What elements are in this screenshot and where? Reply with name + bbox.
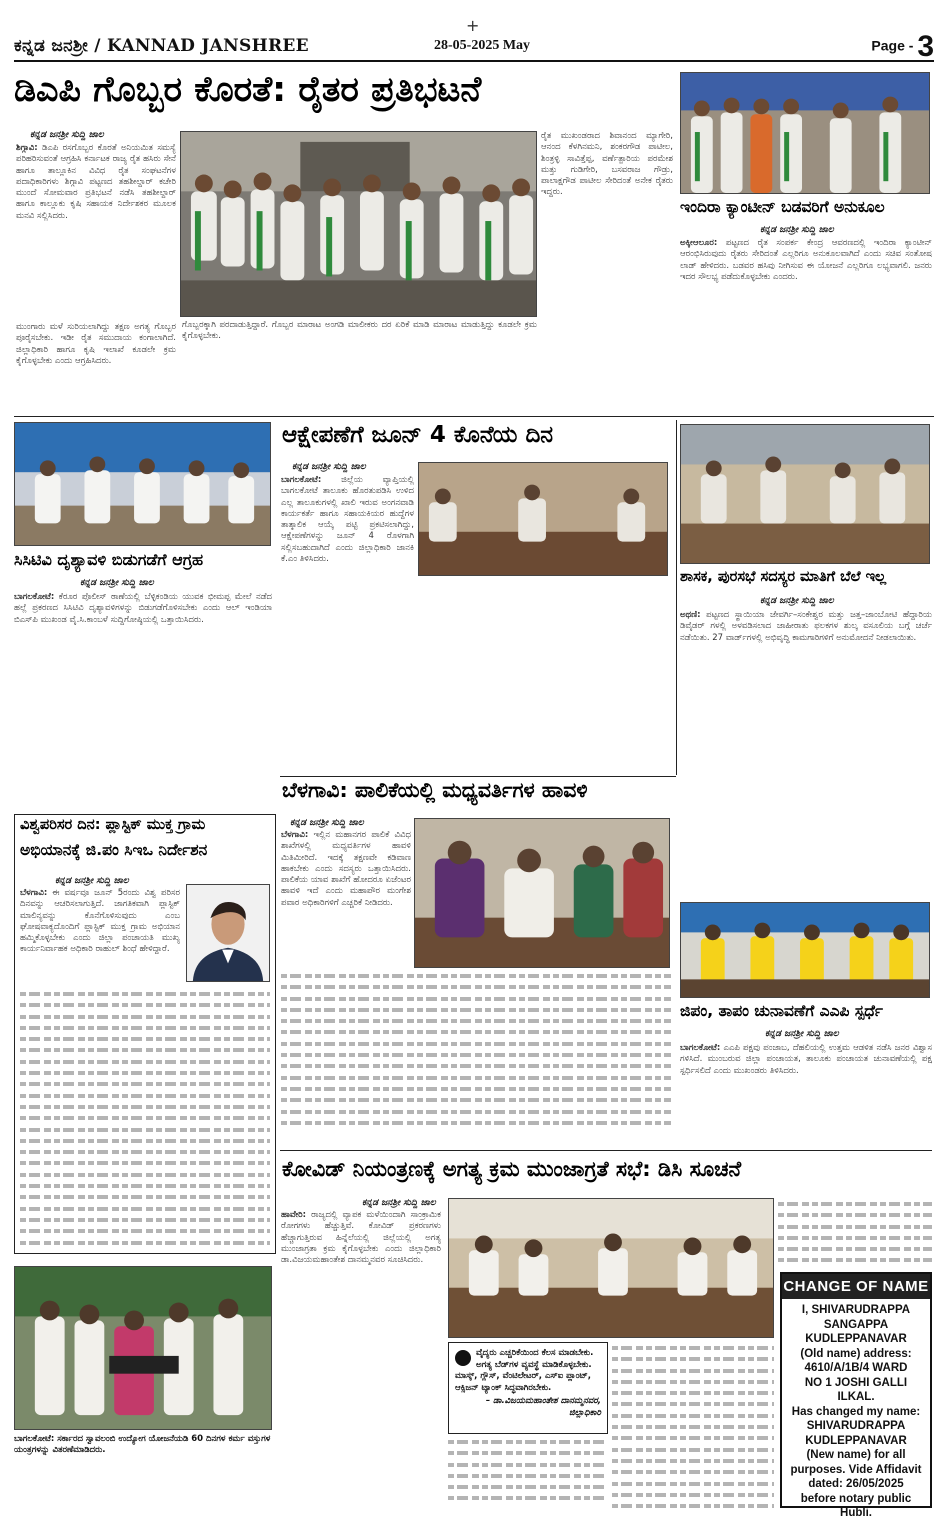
page-label: Page - [871, 37, 914, 54]
photo-dc-meeting [418, 462, 668, 576]
dateline-mla: ಅಥಣಿ: [680, 610, 701, 620]
quote-signature: – ಡಾ.ವಿಜಯಮಹಾಂತೇಶ ದಾನಮ್ಮನವರ, ಜಿಲ್ಲಾಧಿಕಾರಿ [485, 1396, 601, 1418]
dateline-environment: ಬೆಳಗಾವಿ: [20, 888, 48, 898]
byline-environment: ಕನ್ನಡ ಜನಶ್ರೀ ಸುದ್ದಿ ಜಾಲ [55, 876, 129, 886]
notice-line: 4610/A/1B/4 WARD [804, 1362, 908, 1374]
article-belagavi-continued [281, 970, 671, 1145]
notice-line: before notary public Hubli. [800, 1492, 912, 1518]
dateline-dap: ಶಿಗ್ಗಾವಿ: [16, 143, 38, 153]
dateline-covid: ಹಾವೇರಿ: [281, 1210, 307, 1220]
article-covid-col3 [612, 1342, 774, 1512]
masthead [14, 30, 934, 63]
notice-line: (New name) for all [806, 1449, 906, 1461]
column-divider [676, 420, 677, 775]
photo-ceo-portrait [186, 884, 270, 982]
headline-cctv: ಸಿಸಿಟಿವಿ ದೃಶ್ಯಾವಳಿ ಬಿಡುಗಡೆಗೆ ಆಗ್ರಹ [14, 552, 204, 569]
article-environment-continued [20, 988, 270, 1250]
notice-body [782, 1299, 930, 1518]
headline-aap: ಜಿಪಂ, ತಾಪಂ ಚುನಾವಣೆಗೆ ಎಎಪಿ ಸ್ಪರ್ಧೆ [680, 1003, 883, 1020]
headline-mla: ಶಾಸಕ, ಪುರಸಭೆ ಸದಸ್ಯರ ಮಾತಿಗೆ ಬೆಲೆ ಇಲ್ಲ [680, 570, 887, 585]
article-aap-text: ಎಎಪಿ ಪಕ್ಷವು ಪಂಜಾಬ, ದೆಹಲಿಯಲ್ಲಿ ಉತ್ತಮ ಆಡಳಿತ ನಡೆಸಿ ಜನರ ವಿಶ್ವಾಸ ಗಳಿಸಿದೆ. ಮುಂಬರುವ ಜಿಲ್ಲಾ ಪಂಚಾಯತ, ತಾಲೂಕು ಪಂಚಾಯತ ಚುನಾವಣೆಯಲ್ಲಿ ಪಕ್ಷ ಸ್ಪರ್ಧಿಸಲಿದೆ ಎಂದು ಮುಖಂಡರು ತಿಳಿಸಿದರು. [680, 1043, 932, 1076]
section-divider [280, 1150, 932, 1151]
notice-title: CHANGE OF NAME [782, 1274, 930, 1299]
article-covid-col2 [448, 1436, 608, 1512]
headline-covid: ಕೋವಿಡ್ ನಿಯಂತ್ರಣಕ್ಕೆ ಅಗತ್ಯ ಕ್ರಮ ಮುಂಜಾಗ್ರತೆ ಸಭೆ: ಡಿಸಿ ಸೂಚನೆ [282, 1158, 742, 1181]
byline-mla: ಕನ್ನಡ ಜನಶ್ರೀ ಸುದ್ದಿ ಜಾಲ [760, 596, 834, 606]
dateline-aap: ಬಾಗಲಕೋಟೆ: [680, 1043, 721, 1053]
photo-press-meet [14, 422, 271, 546]
photo-aap-press [680, 902, 930, 998]
notice-line: KUDLEPPANAVAR [805, 1333, 907, 1345]
article-dap-col3: ರೈತ ಮುಖಂಡರಾದ ಶಿವಾನಂದ ಮ್ಯಾಗೇರಿ, ಆನಂದ ಕೆಳಗಿನಮನಿ, ಶಂಕರಗೌಡ ಪಾಟೀಲ, ಶಿಂತ್ರಳ್ಳಿ ಸಾವಿತ್ತೆಪ್ಪ, ವರ್ಣೆತ್ಪಾರಿಯ ಪರಮೇಶ ಮತ್ತು ಗುಡಿಗೇರಿ, ಬಸವರಾಜ ಗೌಡ್ರು, ಪಾಲಾಕ್ಷಗೌಡ ಪಾಟೀಲ ಸೇರಿದಂತೆ ಅನೇಕ ರೈತರು ಇದ್ದರು. [541, 131, 673, 198]
dateline-cctv: ಬಾಗಲಕೋಟೆ: [14, 592, 55, 602]
article-environment [20, 888, 180, 986]
dateline-indira: ಅಕ್ಕೀಆಲೂರ: [680, 238, 718, 248]
article-cctv [14, 592, 272, 804]
quote-icon [455, 1350, 471, 1366]
photo-corporation-meeting [414, 818, 670, 968]
notice-line: (Old name) address: [800, 1347, 912, 1360]
article-dap-lead [16, 143, 176, 321]
article-covid-text: ರಾಜ್ಯದಲ್ಲಿ ವ್ಯಾಪಕ ಮಳೆಯಿಂದಾಗಿ ಸಾಂಕ್ರಾಮಿಕ ರೋಗಗಳು ಹೆಚ್ಚುತ್ತಿವೆ. ಕೋವಿಡ್ ಪ್ರಕರಣಗಳು ಹೆಚ್ಚಾಗುತ್ತಿರುವ ಹಿನ್ನೆಲೆಯಲ್ಲಿ ಜಿಲ್ಲೆಯಲ್ಲಿ ಅಗತ್ಯ ಮುಂಜಾಗ್ರತಾ ಕ್ರಮ ಕೈಗೊಳ್ಳಬೇಕು ಎಂದು ಜಿಲ್ಲಾಧಿಕಾರಿ ಡಾ.ವಿಜಯಮಹಾಂತೇಶ ದಾನಮ್ಮನವರ ಸೂಚಿಸಿದರು. [281, 1210, 441, 1266]
article-dap-lead-text: ಡಿಎಪಿ ರಸಗೊಬ್ಬರ ಕೊರತೆ ಅನಿಯಮಿತ ಸಮಸ್ಯೆ ಪರಿಹರಿಸುವಂತೆ ಆಗ್ರಹಿಸಿ ಕರ್ನಾಟಕ ರಾಜ್ಯ ರೈತ ಹಸಿರು ಸೇನೆ ಹಾಗೂ ತಾಲ್ಲೂಕಿನ ವಿವಿಧ ರೈತ ಸಂಘಟನೆಗಳ ಪದಾಧಿಕಾರಿಗಳು ಶಿಗ್ಗಾವಿ ಪಟ್ಟಣದ ತಹಶೀಲ್ದಾರ್ ಕಚೇರಿ ಮುಂದೆ ಸೋಮವಾರ ಪ್ರತಿಭಟನೆ ನಡೆಸಿ ತಹಶೀಲ್ದಾರ್ ಹಾಗೂ ಕಾಲ್ಲೂಕು ಕೃಷಿ ಸಹಾಯಕ ನಿರ್ದೇಶಕರ ಮೂಲಕ ಮನವಿ ಸಲ್ಲಿಸಿದರು. [16, 143, 176, 221]
headline-dap: ಡಿಎಪಿ ಗೊಬ್ಬರ ಕೊರತೆ: ರೈತರ ಪ್ರತಿಭಟನೆ [14, 72, 482, 110]
photo-council-meeting [680, 424, 930, 564]
newspaper-brand: ಕನ್ನಡ ಜನಶ್ರೀ / KANNAD JANSHREE [14, 36, 309, 56]
photo-caption-bagalkot: ಬಾಗಲಕೋಟೆ: ಸರ್ಕಾರದ ಸ್ವಾವಲಂಬಿ ಉದ್ಯೋಗ ಯೋಜನೆಯಡಿ 60 ದಿನಗಳ ಕರ್ಮ ವಸ್ತುಗಳ ಯಂತ್ರಗಳನ್ನು ವಿತರಣೆಮಾಡಿದರು. [14, 1434, 271, 1455]
photo-equipment-distribution [14, 1266, 272, 1430]
article-indira-text: ಪಟ್ಟಣದ ರೈತ ಸಂಪರ್ಕ ಕೇಂದ್ರ ಆವರಣದಲ್ಲಿ ಇಂದಿರಾ ಕ್ಯಾಂಟೀನ್ ಆರಂಭಿಸಿರುವುದು ರೈತರು ಸೇರಿದಂತೆ ಎಲ್ಲರಿಗೂ ಅನುಕೂಲವಾಗಿದೆ ಎಂದು ಸಚಿವ ಸಂತೋಷ ಲಾಡ್ ಹೇಳಿದರು. ಬಡವರ ಹಸಿವು ನೀಗಿಸುವ ಈ ಯೋಜನೆ ಎಲ್ಲರಿಗೂ ಲಭ್ಯವಾಗಲಿ. ಜನರು ಇದರ ಸೌಲಭ್ಯ ಪಡೆದುಕೊಳ್ಳಬೇಕು ಎಂದರು. [680, 238, 932, 282]
article-dap-col2: ಮುಂಗಾರು ಮಳೆ ಸುರಿಯಲಾಗಿದ್ದು ತಕ್ಷಣ ಅಗತ್ಯ ಗೊಬ್ಬರ ಪೂರೈಸಬೇಕು. ಇಡೀ ರೈತ ಸಮುದಾಯ ಕಂಗಾಲಾಗಿದೆ. ಜಿಲ್ಲಾಧಿಕಾರಿ ಹಾಗೂ ಕೃಷಿ ಇಲಾಖೆ ಕೂಡಲೇ ಕ್ರಮ ಕೈಗೊಳ್ಳಬೇಕು ಎಂದು ಆಗ್ರಹಿಸಿದರು. [16, 322, 176, 366]
crop-mark: + [466, 16, 480, 35]
byline-aap: ಕನ್ನಡ ಜನಶ್ರೀ ಸುದ್ದಿ ಜಾಲ [765, 1029, 839, 1039]
dateline-belagavi: ಬೆಳಗಾವಿ: [281, 830, 309, 840]
notice-line: NO 1 JOSHI GALLI ILKAL. [804, 1376, 908, 1403]
quote-text: ವೈದ್ಯರು ಎಚ್ಚರಿಕೆಯಿಂದ ಕೆಲಸ ಮಾಡಬೇಕು. ಅಗತ್ಯ ಬೆಡ್‌ಗಳ ವ್ಯವಸ್ಥೆ ಮಾಡಿಕೊಳ್ಳಬೇಕು. ಮಾಸ್ಕ್, ಗ್ಲೌಸ್, ವೆಂಟಿಲೇಟರ್, ಎಸ್‌ಐ ಪ್ಲಾಂಟ್, ಆಕ್ಸಿಜನ್ ಟ್ಯಾಂಕ್ ಸಿದ್ಧವಾಗಿರಬೇಕು. [455, 1348, 594, 1393]
section-divider [280, 776, 676, 777]
notice-line: purposes. Vide Affidavit [790, 1463, 922, 1476]
byline-indira: ಕನ್ನಡ ಜನಶ್ರೀ ಸುದ್ದಿ ಜಾಲ [760, 225, 834, 235]
issue-date: 28-05-2025 May [434, 38, 531, 53]
headline-indira: ಇಂದಿರಾ ಕ್ಯಾಂಟೀನ್ ಬಡವರಿಗೆ ಅನುಕೂಲ [680, 199, 885, 216]
notice-line: KUDLEPPANAVAR [805, 1434, 907, 1447]
headline-objection: ಆಕ್ಷೇಪಣೆಗೆ ಜೂನ್ 4 ಕೊನೆಯ ದಿನ [282, 423, 554, 448]
photo-indira-canteen [680, 72, 930, 194]
notice-line: SHIVARUDRAPPA [806, 1420, 906, 1432]
notice-line: SANGAPPA [823, 1318, 889, 1331]
byline-cctv: ಕನ್ನಡ ಜನಶ್ರೀ ಸುದ್ದಿ ಜಾಲ [80, 578, 154, 588]
notice-change-of-name [780, 1272, 932, 1518]
article-environment-text: ಈ ವರ್ಷವೂ ಜೂನ್ 5ರಂದು ವಿಶ್ವ ಪರಿಸರ ದಿನವನ್ನು ಆಚರಿಸಲಾಗುತ್ತಿದೆ. ಜಾಗತಿಕವಾಗಿ ಪ್ಲಾಸ್ಟಿಕ್ ಮಾಲಿನ್ಯವನ್ನು ಕೊನೆಗೊಳಿಸುವುದು ಎಂಬ ಘೋಷವಾಕ್ಯದೊಂದಿಗೆ ಪ್ಲಾಸ್ಟಿಕ್ ಮುಕ್ತ ಗ್ರಾಮ ಅಭಿಯಾನ ಹಮ್ಮಿಕೊಳ್ಳಬೇಕು ಎಂದು ಜಿಲ್ಲಾ ಪಂಚಾಯತಿ ಮುಖ್ಯ ಕಾರ್ಯನಿರ್ವಾಹಕ ಅಧಿಕಾರಿ ರಾಹುಲ್ ಶಿಂಧೆ ಹೇಳಿದ್ದಾರೆ. [20, 888, 180, 955]
dateline-objection: ಬಾಗಲಕೋಟೆ: [281, 475, 322, 485]
article-indira [680, 238, 932, 414]
photo-covid-meeting [448, 1198, 774, 1338]
article-covid-col4 [778, 1198, 932, 1268]
headline-belagavi: ಬೆಳಗಾವಿ: ಪಾಲಿಕೆಯಲ್ಲಿ ಮಧ್ಯವರ್ತಿಗಳ ಹಾವಳಿ [282, 780, 588, 802]
headline-environment-2: ಅಭಿಯಾನಕ್ಕೆ ಜಿ.ಪಂ ಸಿಇಒ ನಿರ್ದೇಶನ [20, 842, 208, 859]
notice-line: Has changed my name: [791, 1405, 921, 1418]
byline-dap: ಕನ್ನಡ ಜನಶ್ರೀ ಸುದ್ದಿ ಜಾಲ [30, 130, 104, 140]
article-objection-text: ಜಿಲ್ಲೆಯ ವ್ಯಾಪ್ತಿಯಲ್ಲಿ ಬಾಗಲಕೋಟೆ ತಾಲೂಕು ಹೊರತುಪಡಿಸಿ ಉಳಿದ ಎಲ್ಲ ತಾಲೂಕುಗಳಲ್ಲಿ ಖಾಲಿ ಇರುವ ಅಂಗನವಾಡಿ ಕಾರ್ಯಕರ್ತೆ ಹಾಗೂ ಸಹಾಯಕಿಯರ ಹುದ್ದೆಗಳ ತಾತ್ಕಾಲಿಕ ಆಯ್ಕೆ ಪಟ್ಟಿ ಪ್ರಕಟಿಸಲಾಗಿದ್ದು, ಆಕ್ಷೇಪಣೆಗಳನ್ನು ಜೂನ್ 4 ರೊಳಗಾಗಿ ಸಲ್ಲಿಸಬಹುದಾಗಿದೆ ಎಂದು ಜಿಲ್ಲಾಧಿಕಾರಿ ಜಾನಕಿ ಕೆ.ಎಂ ತಿಳಿಸಿದರು. [281, 475, 414, 565]
byline-belagavi: ಕನ್ನಡ ಜನಶ್ರೀ ಸುದ್ದಿ ಜಾಲ [290, 818, 364, 828]
article-aap [680, 1043, 932, 1145]
photo-caption-dap: ಗೊಬ್ಬರಕ್ಕಾಗಿ ಪರದಾಡುತ್ತಿದ್ದಾರೆ. ಗೊಬ್ಬರ ಮಾರಾಟ ಅಂಗಡಿ ಮಾಲೀಕರು ದರ ಏರಿಕೆ ಮಾಡಿ ಮಾರಾಟ ಮಾಡುತ್ತಿದ್ದು ಕೂಡಲೇ ಕ್ರಮ ಕೈಗೊಳ್ಳಬೇಕು. [182, 320, 537, 342]
page-number-value: 3 [917, 30, 934, 63]
photo-farmers-protest [180, 131, 537, 317]
notice-line: dated: 26/05/2025 [808, 1478, 904, 1490]
article-belagavi-text: ಇಲ್ಲಿನ ಮಹಾನಗರ ಪಾಲಿಕೆ ವಿವಿಧ ಶಾಖೆಗಳಲ್ಲಿ ಮಧ್ಯವರ್ತಿಗಳ ಹಾವಳಿ ಮಿತಿಮೀರಿದೆ. ಇದಕ್ಕೆ ತಕ್ಷಣವೇ ಕಡಿವಾಣ ಹಾಕಬೇಕು ಎಂದು ಸದಸ್ಯರು ಒತ್ತಾಯಿಸಿದರು. ಪಾಲಿಕೆಯ ಯಾವ ಶಾಖೆಗೆ ಹೋದರೂ ಏಜೆಂಟರ ಹಾವಳಿ ಇದೆ ಎಂದು ಮಹಾಪೌರ ಮಂಗೇಶ ಪವಾರ ಅಧಿಕಾರಿಗಳಿಗೆ ಎಚ್ಚರಿಕೆ ನೀಡಿದರು. [281, 830, 411, 908]
byline-covid: ಕನ್ನಡ ಜನಶ್ರೀ ಸುದ್ದಿ ಜಾಲ [362, 1198, 436, 1208]
article-cctv-text: ಕೆರೂರ ಪೊಲೀಸ್ ಠಾಣೆಯಲ್ಲಿ ಬೆಳ್ಳಿಕಂಡಿಯ ಯುವಕ ಭೀಮಪ್ಪ ಮೇಲೆ ನಡೆದ ಹಲ್ಲೆ ಪ್ರಕರಣದ ಸಿಸಿಟಿವಿ ದೃಶ್ಯಾವಳಿಗಳನ್ನು ಬಿಡುಗಡೆಗೊಳಿಸಬೇಕು ಎಂದು ಆಲ್ ಇಂಡಿಯಾ ಬಿಎಸ್‌ಪಿ ಮುಖಂಡ ವೈ.ಸಿ.ಕಾಂಬಳೆ ಸುದ್ದಿಗೋಷ್ಠಿಯಲ್ಲಿ ಒತ್ತಾಯಿಸಿದರು. [14, 592, 272, 625]
page-number [871, 30, 934, 64]
quote-box-dc [448, 1342, 608, 1434]
section-divider [14, 416, 934, 417]
article-covid [281, 1210, 441, 1510]
article-objection [281, 475, 414, 775]
notice-line: I, SHIVARUDRAPPA [801, 1304, 911, 1316]
article-mla [680, 610, 932, 895]
byline-objection: ಕನ್ನಡ ಜನಶ್ರೀ ಸುದ್ದಿ ಜಾಲ [292, 462, 366, 472]
headline-environment-1: ವಿಶ್ವಪರಿಸರ ದಿನ: ಪ್ಲಾಸ್ಟಿಕ್ ಮುಕ್ತ ಗ್ರಾಮ [20, 818, 206, 833]
article-mla-text: ಪಟ್ಟಣದ ಸ್ಥಾಯಿಯಾ ಜೇವರ್ಗಿ–ಸಂಕೇಶ್ವರ ಮತ್ತು ಜತ್ತ–ಜಾಂಬೋಟಿ ಹೆದ್ದಾರಿಯ ಡಿವೈಡರ್ ಗಳಲ್ಲಿ ಅಳವಡಿಸಲಾದ ಜಾಹೀರಾತು ಫಲಕಗಳ ಶುಲ್ಕ ವಸೂಲಿಯ ಬಗ್ಗೆ ಚರ್ಚೆ ನಡೆಯಿತು. 27 ವಾರ್ಡ್‌ಗಳಲ್ಲಿ ಅಭಿವೃದ್ಧಿ ಕಾಮಗಾರಿಗಳಿಗೆ ಅನುಮೋದನೆ ನೀಡಲಾಯಿತು. [680, 610, 932, 643]
article-belagavi [281, 830, 411, 967]
